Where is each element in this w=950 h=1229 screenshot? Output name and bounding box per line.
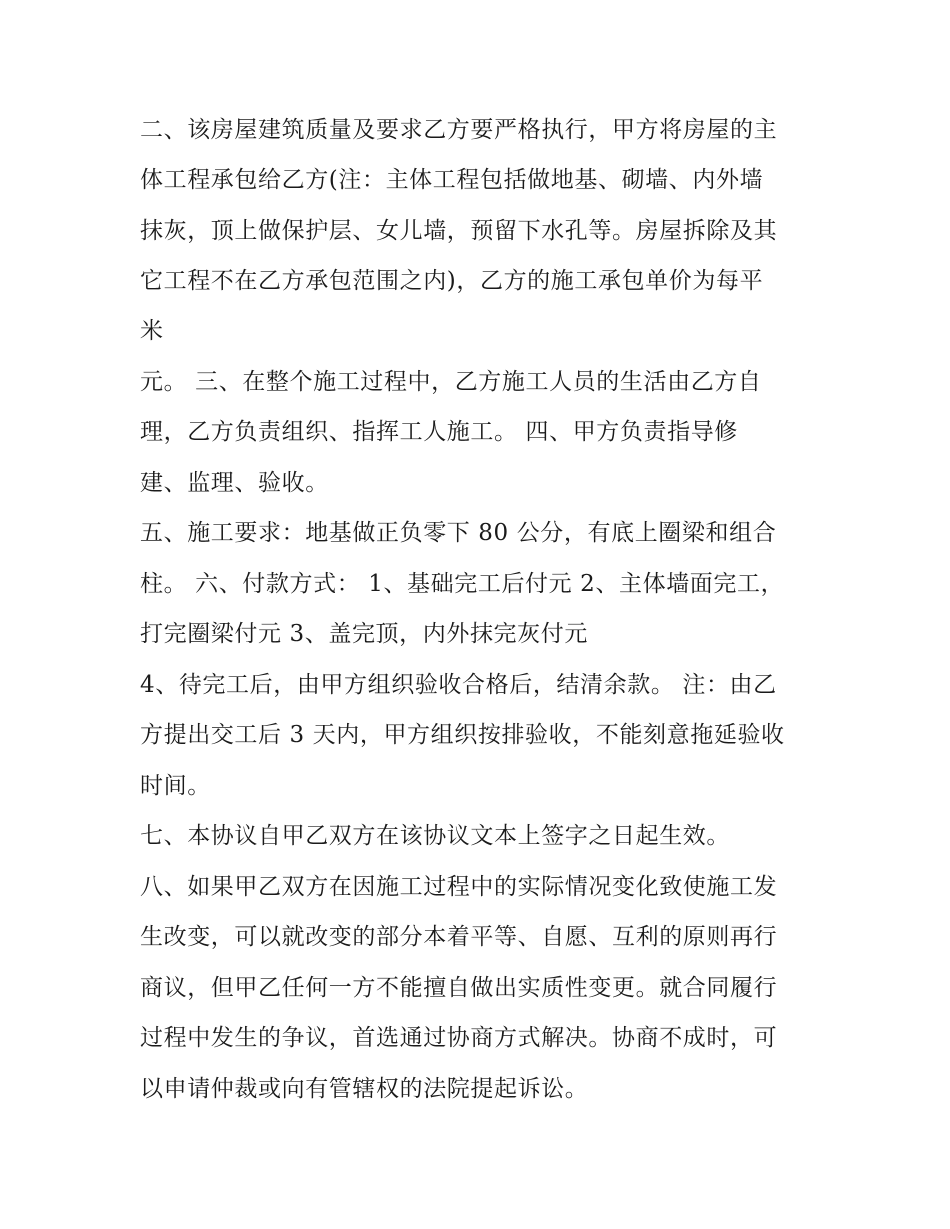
text-line: 八、如果甲乙双方在因施工过程中的实际情况变化致使施工发 (140, 874, 778, 900)
text-line: 抹灰，顶上做保护层、女儿墙，预留下水孔等。房屋拆除及其 (140, 218, 778, 244)
text-line: 过程中发生的争议，首选通过协商方式解决。协商不成时，可 (140, 1025, 778, 1051)
text-line: 建、监理、验收。 (140, 470, 329, 496)
text-line: 米 (140, 318, 164, 344)
text-line: 元。 三、在整个施工过程中，乙方施工人员的生活由乙方自 (140, 369, 762, 395)
text-line: 二、该房屋建筑质量及要求乙方要严格执行，甲方将房屋的主 (140, 117, 778, 143)
text-line: 打完圈梁付元 3、盖完顶，内外抹完灰付元 (140, 621, 588, 647)
text-line: 体工程承包给乙方(注：主体工程包括做地基、砌墙、内外墙 (140, 167, 764, 193)
text-line: 时间。 (140, 773, 211, 799)
text-line: 方提出交工后 3 天内，甲方组织按排验收，不能刻意拖延验收 (140, 722, 785, 748)
text-line: 商议，但甲乙任何一方不能擅自做出实质性变更。就合同履行 (140, 975, 778, 1001)
text-line: 生改变，可以就改变的部分本着平等、自愿、互利的原则再行 (140, 924, 778, 950)
text-line: 理，乙方负责组织、指挥工人施工。 四、甲方负责指导修 (140, 419, 738, 445)
text-line: 它工程不在乙方承包范围之内)，乙方的施工承包单价为每平 (140, 268, 764, 294)
text-line: 柱。 六、付款方式： 1、基础完工后付元 2、主体墙面完工， (140, 571, 785, 597)
text-line: 4、待完工后，由甲方组织验收合格后，结清余款。 注：由乙 (140, 672, 777, 698)
text-line: 以申请仲裁或向有管辖权的法院提起诉讼。 (140, 1076, 589, 1102)
text-line: 七、本协议自甲乙双方在该协议文本上签字之日起生效。 (140, 823, 730, 849)
text-line: 五、施工要求：地基做正负零下 80 公分，有底上圈梁和组合 (140, 520, 777, 546)
